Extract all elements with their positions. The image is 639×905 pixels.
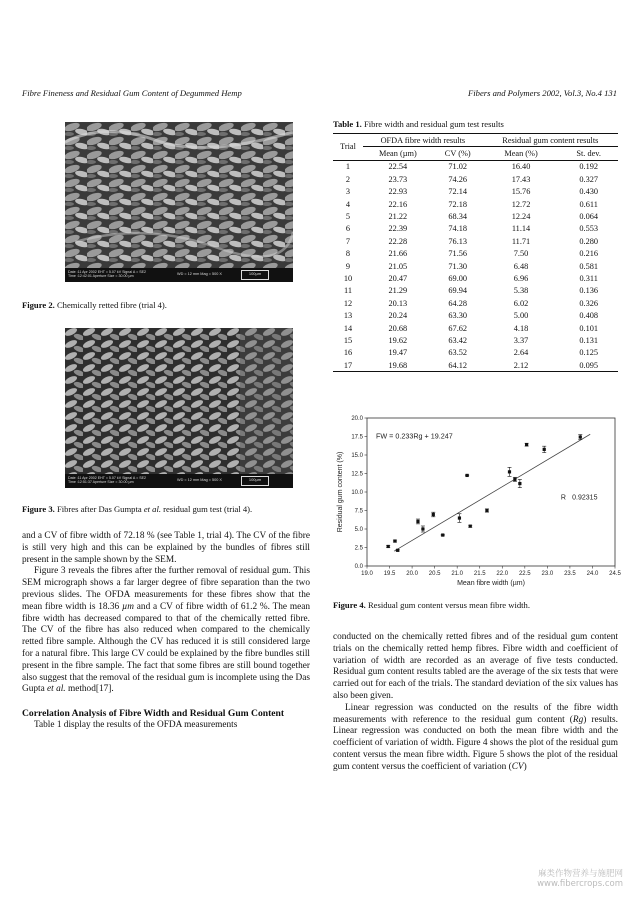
cell-trial: 11 bbox=[344, 286, 352, 296]
cell-mean-gum: 15.76 bbox=[511, 187, 531, 197]
cell-mean-gum: 17.43 bbox=[511, 174, 531, 184]
data-point bbox=[396, 549, 399, 552]
cell-st-dev: 0.311 bbox=[579, 273, 598, 283]
x-tick-label: 23.0 bbox=[541, 571, 554, 577]
running-header-title: Fibre Fineness and Residual Gum Content of Degummed Hemp bbox=[22, 88, 242, 98]
x-tick-label: 22.5 bbox=[518, 571, 531, 577]
scale-bar: 100µm bbox=[241, 476, 269, 486]
cell-mean-gum: 2.64 bbox=[513, 348, 529, 358]
data-point bbox=[416, 520, 419, 523]
cell-st-dev: 0.064 bbox=[579, 212, 599, 222]
data-point bbox=[441, 533, 444, 536]
watermark bbox=[537, 869, 623, 889]
paragraph: conducted on the chemically retted fibres and of the residual gum content trials on the chemically retted hemp fibres. Fibre width and coefficient of variation of width are recorded as an average of five tests conducted. Residual gum content results tabled are the average of the six tests that were carried out for each of the trials. The standard deviation of the six values has also been given. bbox=[333, 632, 618, 701]
cell-cv: 71.02 bbox=[448, 162, 468, 172]
sem-meta-line: Date :11 Apr 2002 EHT = 5.07 kV Signal A = SE2 bbox=[68, 270, 146, 274]
caption-label: Figure 2. bbox=[22, 300, 55, 310]
cell-cv: 69.94 bbox=[448, 286, 468, 296]
cell-st-dev: 0.611 bbox=[579, 199, 598, 209]
cell-trial: 1 bbox=[345, 162, 351, 172]
cell-st-dev: 0.131 bbox=[579, 335, 599, 345]
figure-4-chart bbox=[333, 410, 623, 598]
cell-mean-gum: 5.38 bbox=[513, 286, 529, 296]
x-tick-label: 20.5 bbox=[428, 571, 441, 577]
data-point bbox=[543, 448, 546, 451]
cell-trial: 8 bbox=[345, 249, 351, 259]
cell-trial: 6 bbox=[345, 224, 351, 234]
paragraph-text: Figure 3 reveals the fibres after the further removal of residual gum. This SEM micrograph shows a far larger degree of fibre separation than the two previous slides. The OFDA measurements for these fibres show that the mean fibre width is 18.36 bbox=[22, 566, 310, 612]
table-row bbox=[333, 309, 618, 321]
column-header-trial: Trial bbox=[333, 134, 363, 161]
data-point bbox=[518, 482, 521, 485]
cell-mean-gum: 5.00 bbox=[513, 311, 529, 321]
column-header-cv: CV (%) bbox=[444, 149, 471, 159]
cell-mean-width: 19.68 bbox=[388, 360, 408, 370]
cell-mean-width: 19.47 bbox=[388, 348, 408, 358]
table-row bbox=[333, 297, 618, 309]
table-row bbox=[333, 248, 618, 260]
table-row bbox=[333, 334, 618, 346]
cell-mean-gum: 4.18 bbox=[513, 323, 529, 333]
data-point bbox=[466, 474, 469, 477]
cell-st-dev: 0.408 bbox=[579, 311, 599, 321]
cell-mean-width: 21.05 bbox=[388, 261, 408, 271]
paragraph-text: and a CV of fibre width of 61.2 %. The mean fibre width has decreased compared to that of the chemically retted fibre. The CV of the fibre has also reduced when compared to the chemically retted fibre sample. Although the CV has reduced it is still considered large for a natural fibre. This large CV could be explained by the fibre bundles still present in the fibre sample. The fact that some fibres are still bound together also suggest that the removal of the residual gum is incomplete using the Das Gupta bbox=[22, 601, 310, 695]
section-heading: Correlation Analysis of Fibre Width and Residual Gum Content bbox=[22, 708, 285, 720]
table-row bbox=[333, 210, 618, 222]
cell-mean-gum: 3.37 bbox=[513, 335, 529, 345]
cell-mean-gum: 16.40 bbox=[511, 162, 531, 172]
figure-2-caption bbox=[22, 300, 167, 310]
cell-mean-gum: 11.14 bbox=[511, 224, 531, 234]
cell-mean-width: 20.47 bbox=[388, 273, 408, 283]
scale-bar: 100µm bbox=[241, 270, 269, 280]
paragraph-unit: µm bbox=[121, 601, 135, 612]
x-tick-label: 22.0 bbox=[496, 571, 509, 577]
x-tick-label: 20.0 bbox=[406, 571, 418, 577]
figure-3-micrograph bbox=[65, 328, 293, 488]
x-tick-label: 23.5 bbox=[564, 571, 576, 577]
cell-cv: 67.62 bbox=[448, 323, 468, 333]
x-tick-label: 19.0 bbox=[361, 571, 373, 577]
cell-mean-width: 21.66 bbox=[388, 249, 408, 259]
y-tick-label: 15.0 bbox=[351, 453, 363, 459]
data-point bbox=[579, 435, 582, 438]
cell-cv: 63.52 bbox=[448, 348, 468, 358]
cell-mean-width: 23.73 bbox=[388, 174, 408, 184]
y-tick-label: 10.0 bbox=[351, 490, 363, 496]
cell-trial: 9 bbox=[345, 261, 351, 271]
data-point bbox=[513, 478, 516, 481]
data-point bbox=[387, 545, 390, 548]
cell-trial: 17 bbox=[343, 360, 353, 370]
sem-meta-line: Time :12:42:01 Aperture Size = 30.00 µm bbox=[68, 274, 134, 279]
sem-texture bbox=[65, 122, 293, 268]
x-tick-label: 19.5 bbox=[383, 571, 396, 577]
watermark-line: 麻类作物营养与施肥网 bbox=[537, 869, 623, 879]
caption-label: Figure 4. bbox=[333, 600, 366, 610]
cell-mean-gum: 12.72 bbox=[511, 199, 531, 209]
paragraph: Table 1 display the results of the OFDA measurements bbox=[34, 719, 238, 730]
sem-meta-wd: WD = 12 mm Mag = 500 X bbox=[177, 478, 222, 482]
caption-text: Fibre width and residual gum test results bbox=[363, 119, 504, 129]
data-point bbox=[458, 516, 461, 519]
cell-mean-width: 19.62 bbox=[388, 335, 408, 345]
y-tick-label: 7.5 bbox=[354, 508, 363, 515]
cell-st-dev: 0.125 bbox=[579, 348, 599, 358]
cell-trial: 13 bbox=[343, 311, 353, 321]
caption-text: residual gum test (trial 4). bbox=[161, 504, 253, 514]
column-header-mean-width: Mean (µm) bbox=[379, 149, 417, 159]
x-tick-label: 21.5 bbox=[473, 571, 486, 577]
cell-mean-width: 22.28 bbox=[388, 236, 408, 246]
r-value: 0.92315 bbox=[572, 494, 598, 502]
cell-trial: 3 bbox=[345, 187, 351, 197]
caption-text: Chemically retted fibre (trial 4). bbox=[56, 300, 167, 310]
table-row bbox=[333, 322, 618, 334]
caption-label: Table 1. bbox=[333, 119, 362, 129]
cell-trial: 15 bbox=[343, 335, 353, 345]
caption-label: Figure 3. bbox=[22, 504, 55, 514]
cell-cv: 72.14 bbox=[448, 187, 468, 197]
cell-st-dev: 0.553 bbox=[579, 224, 599, 234]
cell-cv: 74.26 bbox=[448, 174, 468, 184]
data-point bbox=[508, 470, 511, 473]
y-tick-label: 0.0 bbox=[354, 564, 363, 570]
table-row bbox=[333, 198, 618, 210]
cell-cv: 71.30 bbox=[448, 261, 468, 271]
figure-3-caption bbox=[22, 504, 252, 514]
cell-st-dev: 0.326 bbox=[579, 298, 599, 308]
paragraph: and a CV of fibre width of 72.18 % (see Table 1, trial 4). The CV of the fibre is still very high and this can be explained by the bundles of fibres still present in the sample shown by the SEM. bbox=[22, 531, 310, 565]
y-tick-label: 5.0 bbox=[354, 527, 363, 533]
cell-cv: 63.30 bbox=[448, 311, 468, 321]
column-group-ofda: OFDA fibre width results bbox=[363, 134, 483, 147]
table-row bbox=[333, 173, 618, 185]
paragraph-text: Linear regression was conducted on the results of the fibre width measurements with reference to the residual gum content ( bbox=[333, 702, 618, 725]
regression-equation: FW = 0.233Rg + 19.247 bbox=[376, 431, 453, 441]
cell-st-dev: 0.327 bbox=[579, 174, 599, 184]
cell-mean-width: 22.93 bbox=[388, 187, 408, 197]
y-tick-label: 17.5 bbox=[351, 434, 363, 441]
watermark-line: www.fibercrops.com bbox=[537, 879, 623, 889]
caption-text: Residual gum content versus mean fibre width. bbox=[367, 600, 530, 610]
sem-meta-wd: WD = 12 mm Mag = 500 X bbox=[177, 272, 222, 276]
paragraph-text: ) bbox=[523, 761, 527, 772]
figure-4-caption bbox=[333, 600, 530, 610]
data-point bbox=[525, 443, 528, 446]
paragraph-text: ) results. Linear regression was conducted on both the mean fibre width and the coefficient of variation of width. Figure 4 shows the plot of the residual gum content versus the mean fibre width. Figure 5 shows the plot of the residual gum content versus the coefficient of variation ( bbox=[333, 714, 618, 772]
cell-mean-gum: 2.12 bbox=[513, 360, 529, 370]
x-tick-label: 24.0 bbox=[586, 571, 599, 577]
cell-st-dev: 0.192 bbox=[579, 162, 599, 172]
y-tick-label: 12.5 bbox=[351, 471, 363, 478]
cell-trial: 4 bbox=[345, 199, 351, 209]
cell-cv: 76.13 bbox=[448, 236, 468, 246]
data-point bbox=[469, 525, 472, 528]
table-row bbox=[333, 359, 618, 372]
right-column-text bbox=[333, 632, 618, 774]
cell-mean-gum: 6.48 bbox=[513, 261, 529, 271]
cell-mean-gum: 6.96 bbox=[513, 273, 529, 283]
cell-mean-gum: 11.71 bbox=[511, 236, 531, 246]
cell-mean-width: 20.68 bbox=[388, 323, 408, 333]
x-tick-label: 21.0 bbox=[451, 571, 464, 577]
sem-meta-line: Date :11 Apr 2002 EHT = 5.07 kV Signal A = SE2 bbox=[68, 476, 146, 480]
cell-cv: 64.12 bbox=[448, 360, 468, 370]
table-1 bbox=[333, 133, 618, 372]
table-1-caption bbox=[333, 119, 504, 129]
paragraph bbox=[333, 703, 618, 774]
table-row bbox=[333, 160, 618, 173]
cell-st-dev: 0.136 bbox=[579, 286, 599, 296]
data-point bbox=[393, 539, 396, 542]
cell-trial: 14 bbox=[343, 323, 353, 333]
y-tick-label: 20.0 bbox=[351, 416, 363, 422]
column-group-residual-gum: Residual gum content results bbox=[483, 134, 618, 147]
cell-mean-width: 22.39 bbox=[388, 224, 408, 234]
sem-meta-line: Time :12:51:37 Aperture Size = 30.00 µm bbox=[68, 480, 134, 485]
column-header-mean-gum: Mean (%) bbox=[504, 149, 538, 159]
sem-texture bbox=[65, 328, 293, 474]
cell-cv: 74.18 bbox=[448, 224, 468, 234]
y-tick-label: 2.5 bbox=[354, 545, 363, 552]
paragraph-italic: Rg bbox=[572, 714, 584, 725]
cell-mean-width: 20.24 bbox=[388, 311, 408, 321]
cell-st-dev: 0.216 bbox=[579, 249, 599, 259]
table-row bbox=[333, 272, 618, 284]
y-axis-label: Residual gum content (%) bbox=[337, 451, 344, 533]
table-body bbox=[333, 160, 618, 372]
cell-st-dev: 0.095 bbox=[579, 360, 599, 370]
caption-text-italic: et al. bbox=[143, 504, 161, 514]
cell-mean-width: 20.13 bbox=[388, 298, 408, 308]
cell-mean-gum: 7.50 bbox=[513, 249, 529, 259]
cell-mean-width: 21.29 bbox=[388, 286, 408, 296]
caption-text: Fibres after Das Gumpta bbox=[56, 504, 144, 514]
table-row bbox=[333, 223, 618, 235]
cell-cv: 64.28 bbox=[448, 298, 468, 308]
cell-st-dev: 0.581 bbox=[579, 261, 599, 271]
paragraph-italic: CV bbox=[511, 761, 524, 772]
x-tick-label: 24.5 bbox=[609, 571, 621, 577]
data-point bbox=[421, 527, 424, 530]
cell-cv: 68.34 bbox=[448, 212, 468, 222]
cell-mean-width: 22.16 bbox=[388, 199, 408, 209]
cell-st-dev: 0.280 bbox=[579, 236, 599, 246]
paragraph bbox=[22, 566, 310, 696]
table-row bbox=[333, 260, 618, 272]
x-axis-label: Mean fibre width (µm) bbox=[457, 580, 525, 587]
paragraph-italic: et al. bbox=[47, 684, 66, 695]
table-row bbox=[333, 347, 618, 359]
cell-mean-width: 22.54 bbox=[388, 162, 408, 172]
column-header-st-dev: St. dev. bbox=[576, 149, 601, 159]
cell-trial: 12 bbox=[343, 298, 353, 308]
cell-trial: 16 bbox=[343, 348, 353, 358]
cell-trial: 2 bbox=[345, 174, 351, 184]
table-row bbox=[333, 186, 618, 198]
paragraph-text: method[17]. bbox=[65, 684, 114, 695]
data-point bbox=[485, 509, 488, 512]
cell-trial: 10 bbox=[343, 273, 353, 283]
cell-mean-gum: 12.24 bbox=[511, 212, 531, 222]
table-row bbox=[333, 285, 618, 297]
cell-mean-gum: 6.02 bbox=[513, 298, 529, 308]
cell-st-dev: 0.430 bbox=[579, 187, 599, 197]
fit-line bbox=[394, 434, 590, 551]
cell-st-dev: 0.101 bbox=[579, 323, 599, 333]
cell-trial: 5 bbox=[345, 212, 351, 222]
table-row bbox=[333, 235, 618, 247]
r-label: R bbox=[560, 494, 566, 502]
running-header-journal: Fibers and Polymers 2002, Vol.3, No.4 131 bbox=[468, 88, 617, 98]
cell-mean-width: 21.22 bbox=[388, 212, 408, 222]
figure-2-micrograph bbox=[65, 122, 293, 282]
left-column-text bbox=[22, 531, 310, 732]
cell-cv: 63.42 bbox=[448, 335, 468, 345]
cell-trial: 7 bbox=[345, 236, 351, 246]
data-point bbox=[432, 513, 435, 516]
cell-cv: 69.00 bbox=[448, 273, 468, 283]
cell-cv: 71.56 bbox=[448, 249, 468, 259]
cell-cv: 72.18 bbox=[448, 199, 468, 209]
